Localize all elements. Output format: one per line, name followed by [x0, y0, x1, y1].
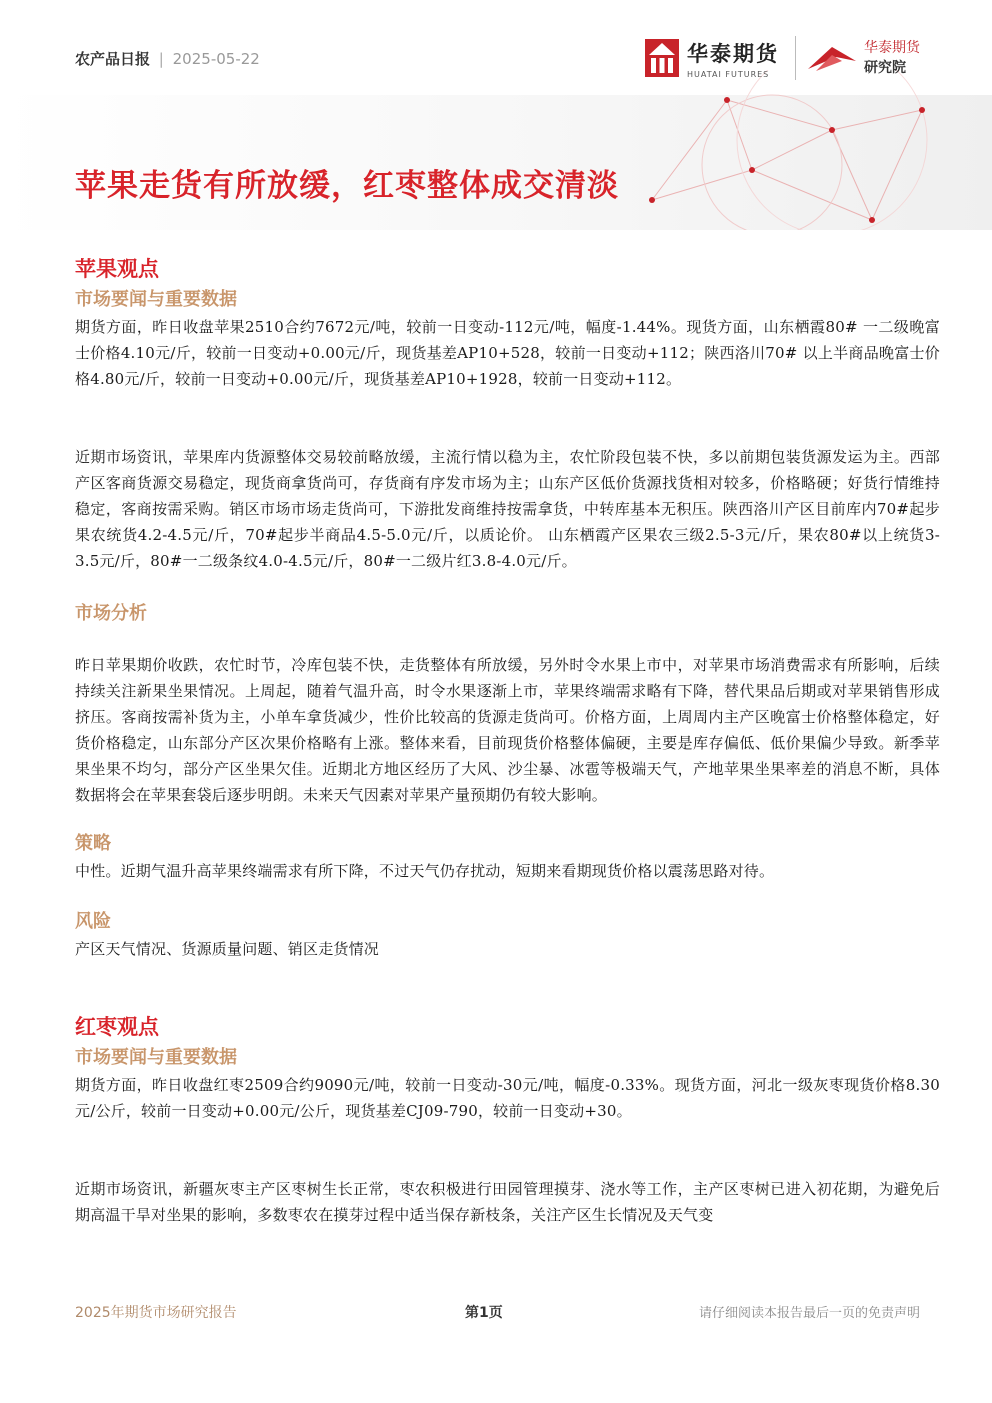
institute-logo [806, 38, 920, 78]
apple-news-heading: 市场要闻与重要数据 [75, 289, 237, 310]
apple-section-heading: 苹果观点 [75, 257, 159, 281]
apple-strategy-heading: 策略 [75, 833, 111, 854]
network-decoration-graphic [632, 70, 932, 230]
jujube-section-heading: 红枣观点 [75, 1015, 159, 1039]
page-title: 苹果走货有所放缓，红枣整体成交清淡 [75, 168, 619, 204]
page-number: 第1页 [465, 1305, 503, 1321]
disclaimer-note: 请仔细阅读本报告最后一页的免责声明 [698, 1306, 920, 1321]
brand-name-en: HUATAI FUTURES [687, 69, 770, 79]
apple-analysis-heading: 市场分析 [75, 603, 147, 624]
apple-risk-paragraph: 产区天气情况、货源质量问题、销区走货情况 [75, 940, 380, 958]
page-footer [75, 1302, 940, 1328]
apple-news-paragraph-1: 期货方面，昨日收盘苹果2510合约7672元/吨，较前一日变动-112元/吨，幅度-1.44%。现货方面，山东栖霞80# 一二级晚富士价格4.10元/斤，较前一日变动+0.00元/斤，现货基差AP10+528，较前一日变动+112；陕西洛川70# 以上半商品晚富士价格4.80元/斤，较前一日变动+0.00元/斤，现货基差AP10+1928，较前一日变动+112。 [75, 318, 940, 388]
report-date: 2025-05-22 [172, 50, 260, 68]
institute-line-2: 研究院 [864, 60, 906, 76]
apple-strategy-paragraph: 中性。近期气温升高苹果终端需求有所下降，不过天气仍存扰动，短期来看期现货价格以震荡思路对待。 [75, 862, 775, 880]
report-type: 农产品日报 [75, 50, 151, 68]
apple-analysis-paragraph: 昨日苹果期价收跌，农忙时节，冷库包装不快，走货整体有所放缓，另外时令水果上市中，对苹果市场消费需求有所影响，后续持续关注新果坐果情况。上周起，随着气温升高，时令水果逐渐上市，苹果终端需求略有下降，替代果品后期或对苹果销售形成挤压。客商按需补货为主，小单车拿货减少，性价比较高的货源走货尚可。价格方面，上周周内主产区晚富士价格整体稳定，好货价格稳定，山东部分产区次果价格略有上涨。整体来看，目前现货价格整体偏硬，主要是库存偏低、低价果偏少导致。新季苹果坐果不均匀，部分产区坐果欠佳。近期北方地区经历了大风、沙尘暴、冰雹等极端天气，产地苹果坐果率差的消息不断，具体数据将会在苹果套袋后逐步明朗。未来天气因素对苹果产量预期仍有较大影响。 [75, 656, 940, 804]
jujube-news-paragraph-2: 近期市场资讯，新疆灰枣主产区枣树生长正常，枣农积极进行田园管理摸芽、浇水等工作，主产区枣树已进入初花期，为避免后期高温干旱对坐果的影响，多数枣农在摸芽过程中适当保存新枝条，关注产区生长情况及天气变 [75, 1180, 940, 1224]
huatai-logo-icon [645, 39, 679, 77]
footer-report-title: 2025年期货市场研究报告 [75, 1305, 237, 1321]
brand-logo [645, 36, 920, 80]
logo-divider [795, 36, 796, 80]
report-body [75, 252, 940, 1228]
apple-risk-heading: 风险 [75, 911, 111, 932]
separator: | [158, 50, 164, 68]
report-type-bar [75, 48, 260, 69]
jujube-news-paragraph-1: 期货方面，昨日收盘红枣2509合约9090元/吨，较前一日变动-30元/吨，幅度-0.33%。现货方面，河北一级灰枣现货价格8.30元/公斤，较前一日变动+0.00元/公斤，现货基差CJ09-790，较前一日变动+30。 [75, 1076, 940, 1120]
institute-mark-icon [806, 43, 858, 73]
brand-name-cn: 华泰期货 [687, 41, 779, 66]
jujube-news-heading: 市场要闻与重要数据 [75, 1047, 237, 1068]
institute-line-1: 华泰期货 [864, 40, 920, 56]
apple-news-paragraph-2: 近期市场资讯，苹果库内货源整体交易较前略放缓，主流行情以稳为主，农忙阶段包装不快，多以前期包装货源发运为主。西部产区客商货源交易稳定，现货商拿货尚可，存货商有序发市场为主；山东产区低价货源找货相对较多，价格略硬；好货行情维持稳定，客商按需采购。销区市场市场走货尚可，下游批发商维持按需拿货，中转库基本无积压。陕西洛川产区目前库内70#起步果农统货4.2-4.5元/斤，70#起步半商品4.5-5.0元/斤，以质论价。 山东栖霞产区果农三级2.5-3元/斤，果农80#以上统货3-3.5元/斤，80#一二级条纹4.0-4.5元/斤，80#一二级片红3.8-4.0元/斤。 [75, 448, 940, 570]
